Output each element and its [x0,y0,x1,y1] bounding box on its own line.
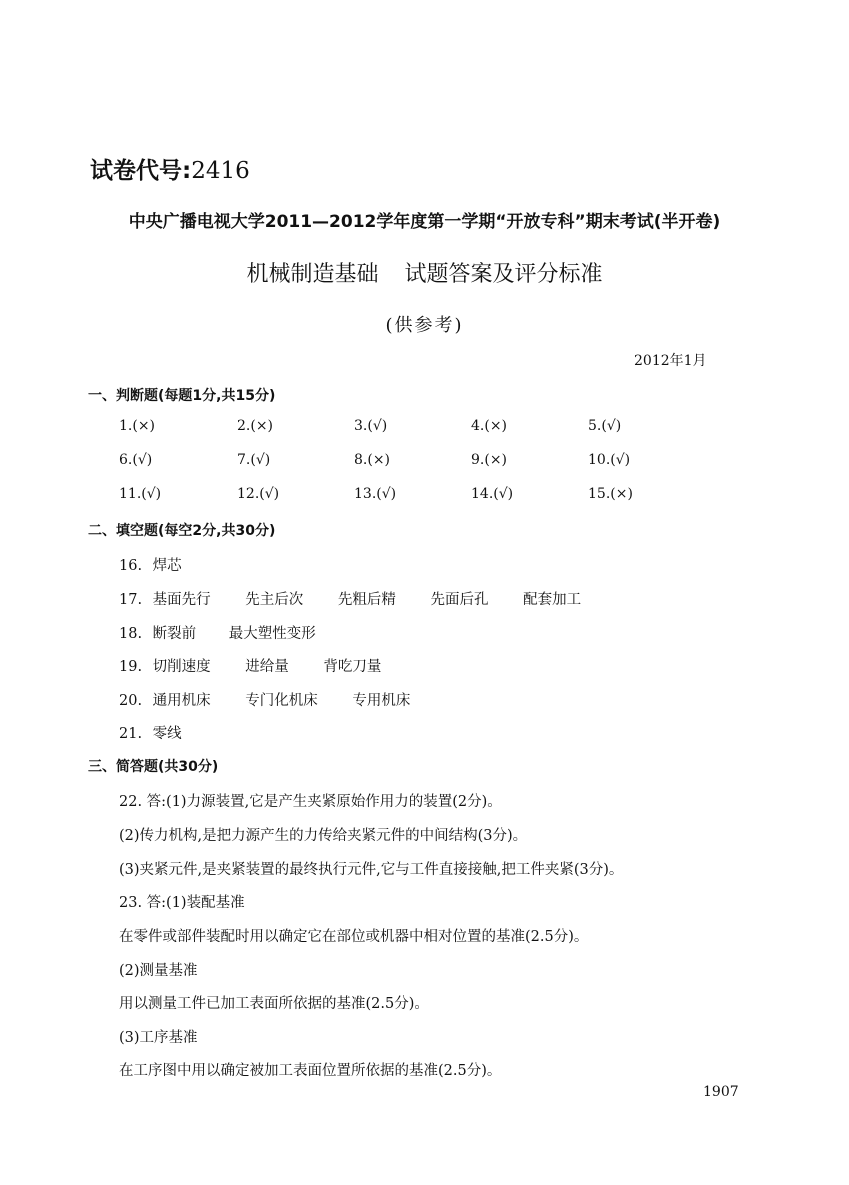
tf-answer: 12.(√) [237,486,280,502]
document-date: 2012年1月 [634,353,707,369]
tf-answer: 3.(√) [354,418,388,434]
fill-answer: 断裂前 [152,626,197,642]
answer-line: 22. 答:(1)力源装置,它是产生夹紧原始作用力的装置(2分)。 [119,794,502,810]
tf-answer: 15.(×) [588,486,633,502]
reference-note: (供参考) [385,315,464,336]
paper-code [90,152,250,185]
answer-line: 在工序图中用以确定被加工表面位置所依据的基准(2.5分)。 [119,1063,502,1079]
tf-answer: 1.(×) [119,418,156,434]
fill-answer: 配套加工 [523,592,582,608]
document-title [0,257,849,288]
fill-num: 16. [119,558,143,574]
answer-line: (2)传力机构,是把力源产生的力传给夹紧元件的中间结构(3分)。 [119,828,528,844]
exam-title: 中央广播电视大学2011—2012学年度第一学期“开放专科”期末考试(半开卷) [128,212,721,232]
tf-row-2 [0,452,849,472]
fill-num: 17. [119,592,143,608]
doc-type: 试题答案及评分标准 [404,262,603,287]
answer-line: (2)测量基准 [119,963,198,979]
fill-answer: 先主后次 [245,592,304,608]
tf-answer: 14.(√) [471,486,514,502]
fill-num: 19. [119,659,143,675]
tf-answer: 8.(×) [354,452,391,468]
answer-line: (3)工序基准 [119,1030,198,1046]
fill-item-19 [119,655,381,676]
fill-answer: 先面后孔 [430,592,489,608]
tf-answer: 4.(×) [471,418,508,434]
answer-line: (3)夹紧元件,是夹紧装置的最终执行元件,它与工件直接接触,把工件夹紧(3分)。 [119,862,624,878]
subject-name: 机械制造基础 [246,262,379,287]
fill-answer: 切削速度 [152,659,211,675]
tf-answer: 11.(√) [119,486,162,502]
fill-num: 20. [119,693,143,709]
tf-answer: 7.(√) [237,452,271,468]
tf-answer: 13.(√) [354,486,397,502]
fill-answer: 通用机床 [152,693,211,709]
tf-row-1 [0,418,849,438]
page-number: 1907 [703,1084,739,1100]
answer-line: 用以测量工件已加工表面所依据的基准(2.5分)。 [119,996,429,1012]
fill-answer: 零线 [152,726,182,742]
tf-answer: 10.(√) [588,452,631,468]
fill-item-17 [119,588,581,609]
fill-answer: 进给量 [245,659,289,675]
fill-item-20 [119,689,410,710]
fill-answer: 专门化机床 [245,693,318,709]
tf-answer: 6.(√) [119,452,153,468]
fill-answer: 基面先行 [152,592,211,608]
fill-item-16 [119,554,182,575]
tf-row-3 [0,486,849,506]
fill-answer: 先粗后精 [337,592,396,608]
tf-answer: 2.(×) [237,418,274,434]
section1-title: 一、判断题(每题1分,共15分) [88,388,276,404]
section3-title: 三、简答题(共30分) [88,759,219,775]
tf-answer: 5.(√) [588,418,622,434]
fill-answer: 专用机床 [352,693,411,709]
answer-line: 在零件或部件装配时用以确定它在部位或机器中相对位置的基准(2.5分)。 [119,929,589,945]
fill-num: 21. [119,726,143,742]
fill-answer: 背吃刀量 [323,659,382,675]
fill-item-18 [119,622,316,643]
fill-item-21 [119,722,182,743]
paper-code-label: 试卷代号: [90,158,192,184]
section2-title: 二、填空题(每空2分,共30分) [88,523,276,539]
answer-line: 23. 答:(1)装配基准 [119,895,245,911]
fill-answer: 最大塑性变形 [228,626,316,642]
paper-code-number: 2416 [191,158,250,184]
fill-answer: 焊芯 [152,558,182,574]
fill-num: 18. [119,626,143,642]
tf-answer: 9.(×) [471,452,508,468]
